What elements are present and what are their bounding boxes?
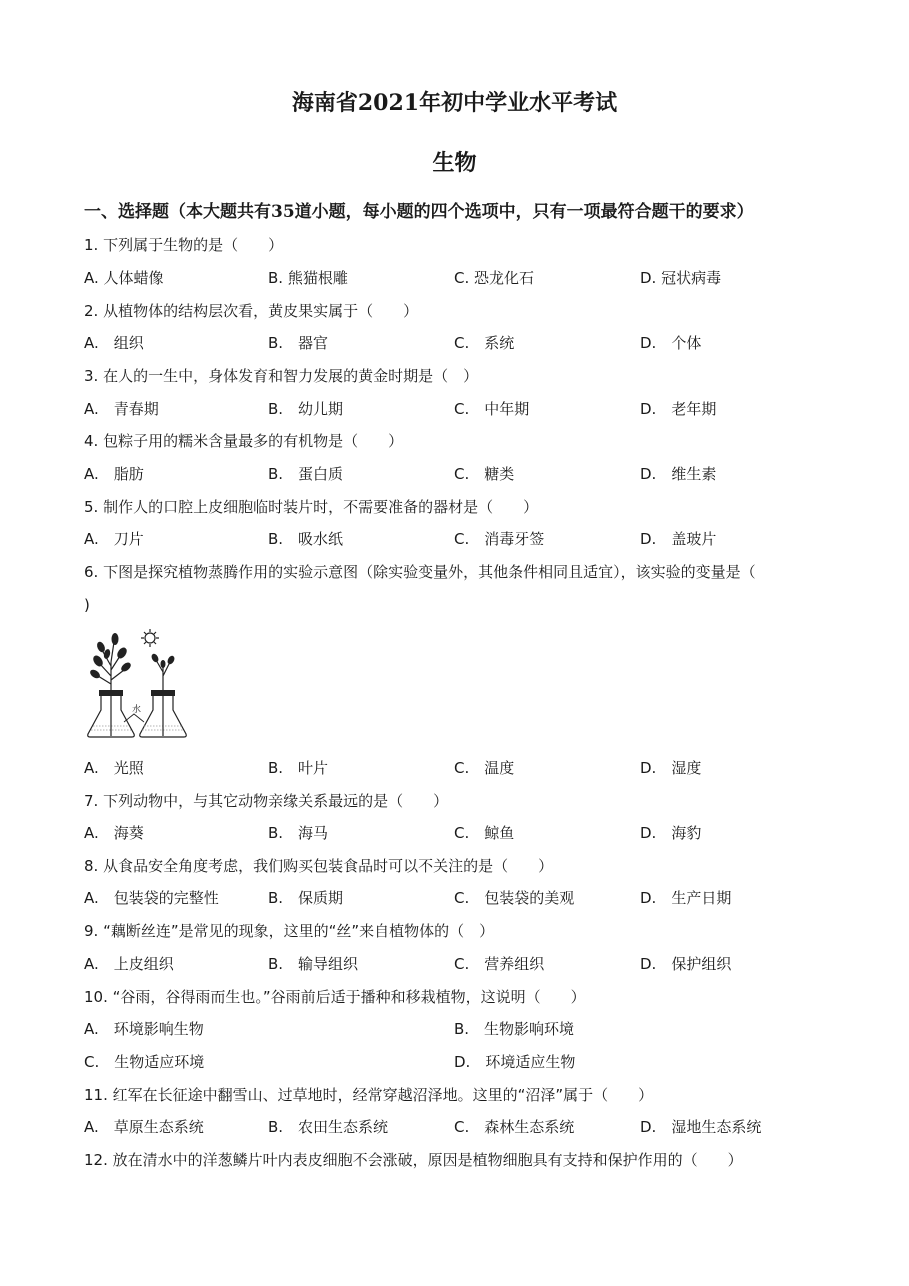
q6-option-b: B. 叶片 xyxy=(268,759,329,777)
question-6-stem-continued: ) xyxy=(84,596,90,614)
question-12-stem: 12. 放在清水中的洋葱鳞片叶内表皮细胞不会涨破，原因是植物细胞具有支持和保护作用的（ ） xyxy=(84,1151,743,1169)
q5-option-c: C. 消毒牙签 xyxy=(454,530,545,548)
q8-option-c: C. 包装袋的美观 xyxy=(454,889,575,907)
question-4-stem: 4. 包粽子用的糯米含量最多的有机物是（ ） xyxy=(84,432,404,450)
question-6-stem: 6. 下图是探究植物蒸腾作用的实验示意图（除实验变量外，其他条件相同且适宜），该实验的变量是（ xyxy=(84,563,756,581)
subject-title: 生物 xyxy=(432,150,477,176)
q11-option-b: B. 农田生态系统 xyxy=(268,1118,389,1136)
q5-option-a: A. 刀片 xyxy=(84,530,144,548)
question-10-stem: 10. “谷雨，谷得雨而生也。”谷雨前后适于播种和移栽植物，这说明（ ） xyxy=(84,988,586,1006)
exam-title: 海南省2021年初中学业水平考试 xyxy=(291,90,618,116)
q2-option-c: C. 系统 xyxy=(454,334,515,352)
q3-option-b: B. 幼儿期 xyxy=(268,400,344,418)
q11-option-d: D. 湿地生态系统 xyxy=(640,1118,762,1136)
question-7-stem: 7. 下列动物中，与其它动物亲缘关系最远的是（ ） xyxy=(84,792,449,810)
q2-option-b: B. 器官 xyxy=(268,334,329,352)
q8-option-d: D. 生产日期 xyxy=(640,889,732,907)
q9-option-b: B. 输导组织 xyxy=(268,955,359,973)
q10-option-d: D. 环境适应生物 xyxy=(454,1053,576,1071)
q7-option-a: A. 海葵 xyxy=(84,824,144,842)
q10-option-a: A. 环境影响生物 xyxy=(84,1020,204,1038)
q1-option-a: A. 人体蜡像 xyxy=(84,269,164,287)
question-1-stem: 1. 下列属于生物的是（ ） xyxy=(84,236,284,254)
q10-option-c: C. 生物适应环境 xyxy=(84,1053,205,1071)
q4-option-b: B. 蛋白质 xyxy=(268,465,344,483)
q5-option-b: B. 吸水纸 xyxy=(268,530,344,548)
q8-option-a: A. 包装袋的完整性 xyxy=(84,889,219,907)
question-5-stem: 5. 制作人的口腔上皮细胞临时装片时，不需要准备的器材是（ ） xyxy=(84,498,539,516)
q11-option-c: C. 森林生态系统 xyxy=(454,1118,575,1136)
q9-option-d: D. 保护组织 xyxy=(640,955,732,973)
q9-option-c: C. 营养组织 xyxy=(454,955,545,973)
q4-option-a: A. 脂肪 xyxy=(84,465,144,483)
q10-option-b: B. 生物影响环境 xyxy=(454,1020,575,1038)
question-2-stem: 2. 从植物体的结构层次看，黄皮果实属于（ ） xyxy=(84,302,419,320)
question-9-stem: 9. “藕断丝连”是常见的现象，这里的“丝”来自植物体的（ ） xyxy=(84,922,495,940)
q4-option-d: D. 维生素 xyxy=(640,465,717,483)
q6-option-d: D. 湿度 xyxy=(640,759,702,777)
q1-option-b: B. 熊猫根雕 xyxy=(268,269,348,287)
question-3-stem: 3. 在人的一生中，身体发育和智力发展的黄金时期是（ ） xyxy=(84,367,479,385)
q5-option-d: D. 盖玻片 xyxy=(640,530,717,548)
q7-option-c: C. 鲸鱼 xyxy=(454,824,515,842)
q6-option-a: A. 光照 xyxy=(84,759,144,777)
q11-option-a: A. 草原生态系统 xyxy=(84,1118,204,1136)
question-11-stem: 11. 红军在长征途中翻雪山、过草地时，经常穿越沼泽地。这里的“沼泽”属于（ ） xyxy=(84,1086,654,1104)
q7-option-d: D. 海豹 xyxy=(640,824,702,842)
water-label: 水 xyxy=(132,705,142,715)
q3-option-d: D. 老年期 xyxy=(640,400,717,418)
q1-option-c: C. 恐龙化石 xyxy=(454,269,535,287)
q1-option-d: D. 冠状病毒 xyxy=(640,269,722,287)
q3-option-c: C. 中年期 xyxy=(454,400,530,418)
q2-option-a: A. 组织 xyxy=(84,334,144,352)
section-heading: 一、选择题（本大题共有35道小题，每小题的四个选项中，只有一项最符合题干的要求） xyxy=(84,202,754,222)
q7-option-b: B. 海马 xyxy=(268,824,329,842)
q4-option-c: C. 糖类 xyxy=(454,465,515,483)
question-8-stem: 8. 从食品安全角度考虑，我们购买包装食品时可以不关注的是（ ） xyxy=(84,857,554,875)
q9-option-a: A. 上皮组织 xyxy=(84,955,174,973)
q6-option-c: C. 温度 xyxy=(454,759,515,777)
q3-option-a: A. 青春期 xyxy=(84,400,159,418)
q2-option-d: D. 个体 xyxy=(640,334,702,352)
transpiration-experiment-figure xyxy=(84,626,196,742)
q8-option-b: B. 保质期 xyxy=(268,889,344,907)
